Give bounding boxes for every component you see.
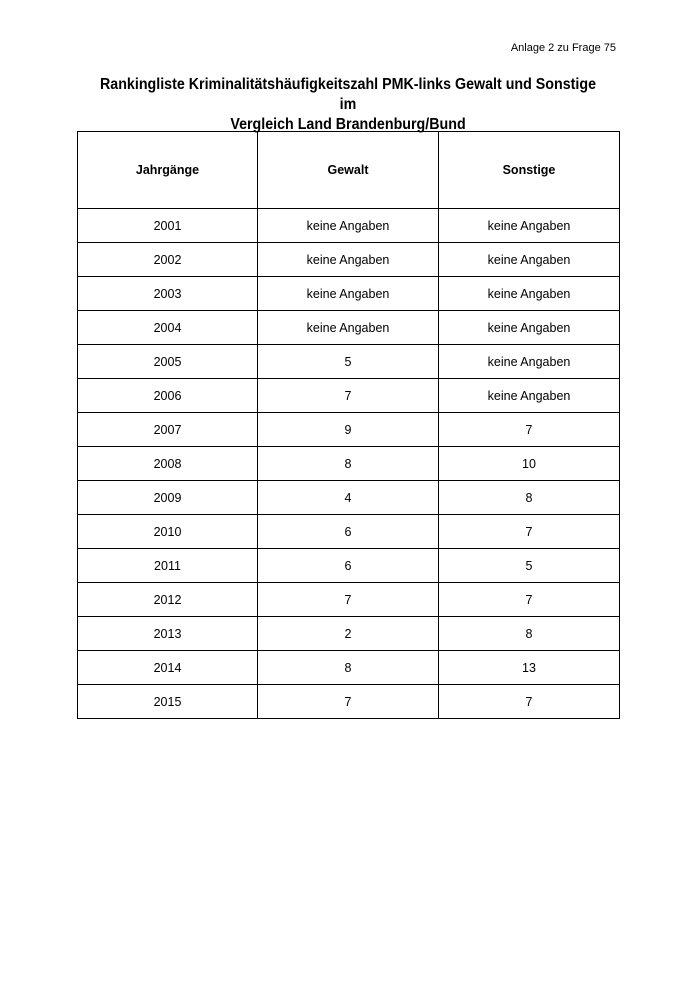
title-line-1: Rankingliste Kriminalitätshäufigkeitszahl PMK-links Gewalt und Sonstige im: [99, 76, 597, 113]
year-cell: 2007: [78, 413, 258, 447]
header-sonstige: Sonstige: [439, 132, 620, 209]
table-row: [78, 413, 620, 447]
gewalt-cell: 4: [258, 481, 439, 515]
sonstige-cell: 7: [439, 583, 620, 617]
year-cell: 2010: [78, 515, 258, 549]
year-cell: 2004: [78, 311, 258, 345]
gewalt-cell: keine Angaben: [258, 277, 439, 311]
table-row: [78, 311, 620, 345]
gewalt-cell: keine Angaben: [258, 209, 439, 243]
year-cell: 2009: [78, 481, 258, 515]
sonstige-cell: 7: [439, 413, 620, 447]
gewalt-cell: 5: [258, 345, 439, 379]
sonstige-cell: 8: [439, 617, 620, 651]
table-row: [78, 379, 620, 413]
table-row: [78, 685, 620, 719]
table-row: [78, 583, 620, 617]
table-body: [78, 209, 620, 719]
document-title: [99, 75, 598, 135]
table-row: [78, 549, 620, 583]
ranking-table: [77, 131, 620, 719]
sonstige-cell: keine Angaben: [439, 345, 620, 379]
sonstige-cell: 7: [439, 685, 620, 719]
year-cell: 2008: [78, 447, 258, 481]
year-cell: 2001: [78, 209, 258, 243]
year-cell: 2003: [78, 277, 258, 311]
sonstige-cell: keine Angaben: [439, 209, 620, 243]
year-cell: 2013: [78, 617, 258, 651]
table-row: [78, 481, 620, 515]
gewalt-cell: 7: [258, 379, 439, 413]
year-cell: 2012: [78, 583, 258, 617]
year-cell: 2015: [78, 685, 258, 719]
sonstige-cell: 5: [439, 549, 620, 583]
header-gewalt: Gewalt: [258, 132, 439, 209]
gewalt-cell: 7: [258, 685, 439, 719]
table-row: [78, 617, 620, 651]
gewalt-cell: 8: [258, 447, 439, 481]
year-cell: 2011: [78, 549, 258, 583]
page-reference: Anlage 2 zu Frage 75: [510, 42, 616, 54]
sonstige-cell: 7: [439, 515, 620, 549]
gewalt-cell: keine Angaben: [258, 311, 439, 345]
sonstige-cell: keine Angaben: [439, 243, 620, 277]
year-cell: 2006: [78, 379, 258, 413]
sonstige-cell: 10: [439, 447, 620, 481]
sonstige-cell: keine Angaben: [439, 379, 620, 413]
table-row: [78, 243, 620, 277]
year-cell: 2002: [78, 243, 258, 277]
header-jahrgaenge: Jahrgänge: [78, 132, 258, 209]
table-row: [78, 651, 620, 685]
gewalt-cell: 7: [258, 583, 439, 617]
gewalt-cell: 6: [258, 549, 439, 583]
sonstige-cell: 13: [439, 651, 620, 685]
sonstige-cell: 8: [439, 481, 620, 515]
gewalt-cell: 6: [258, 515, 439, 549]
table-row: [78, 209, 620, 243]
gewalt-cell: 2: [258, 617, 439, 651]
sonstige-cell: keine Angaben: [439, 311, 620, 345]
title-line-2: Vergleich Land Brandenburg/Bund: [230, 116, 466, 133]
table-header-row: [78, 132, 620, 209]
sonstige-cell: keine Angaben: [439, 277, 620, 311]
table-row: [78, 447, 620, 481]
year-cell: 2014: [78, 651, 258, 685]
table-row: [78, 515, 620, 549]
year-cell: 2005: [78, 345, 258, 379]
table-row: [78, 345, 620, 379]
table-row: [78, 277, 620, 311]
gewalt-cell: 8: [258, 651, 439, 685]
gewalt-cell: keine Angaben: [258, 243, 439, 277]
gewalt-cell: 9: [258, 413, 439, 447]
